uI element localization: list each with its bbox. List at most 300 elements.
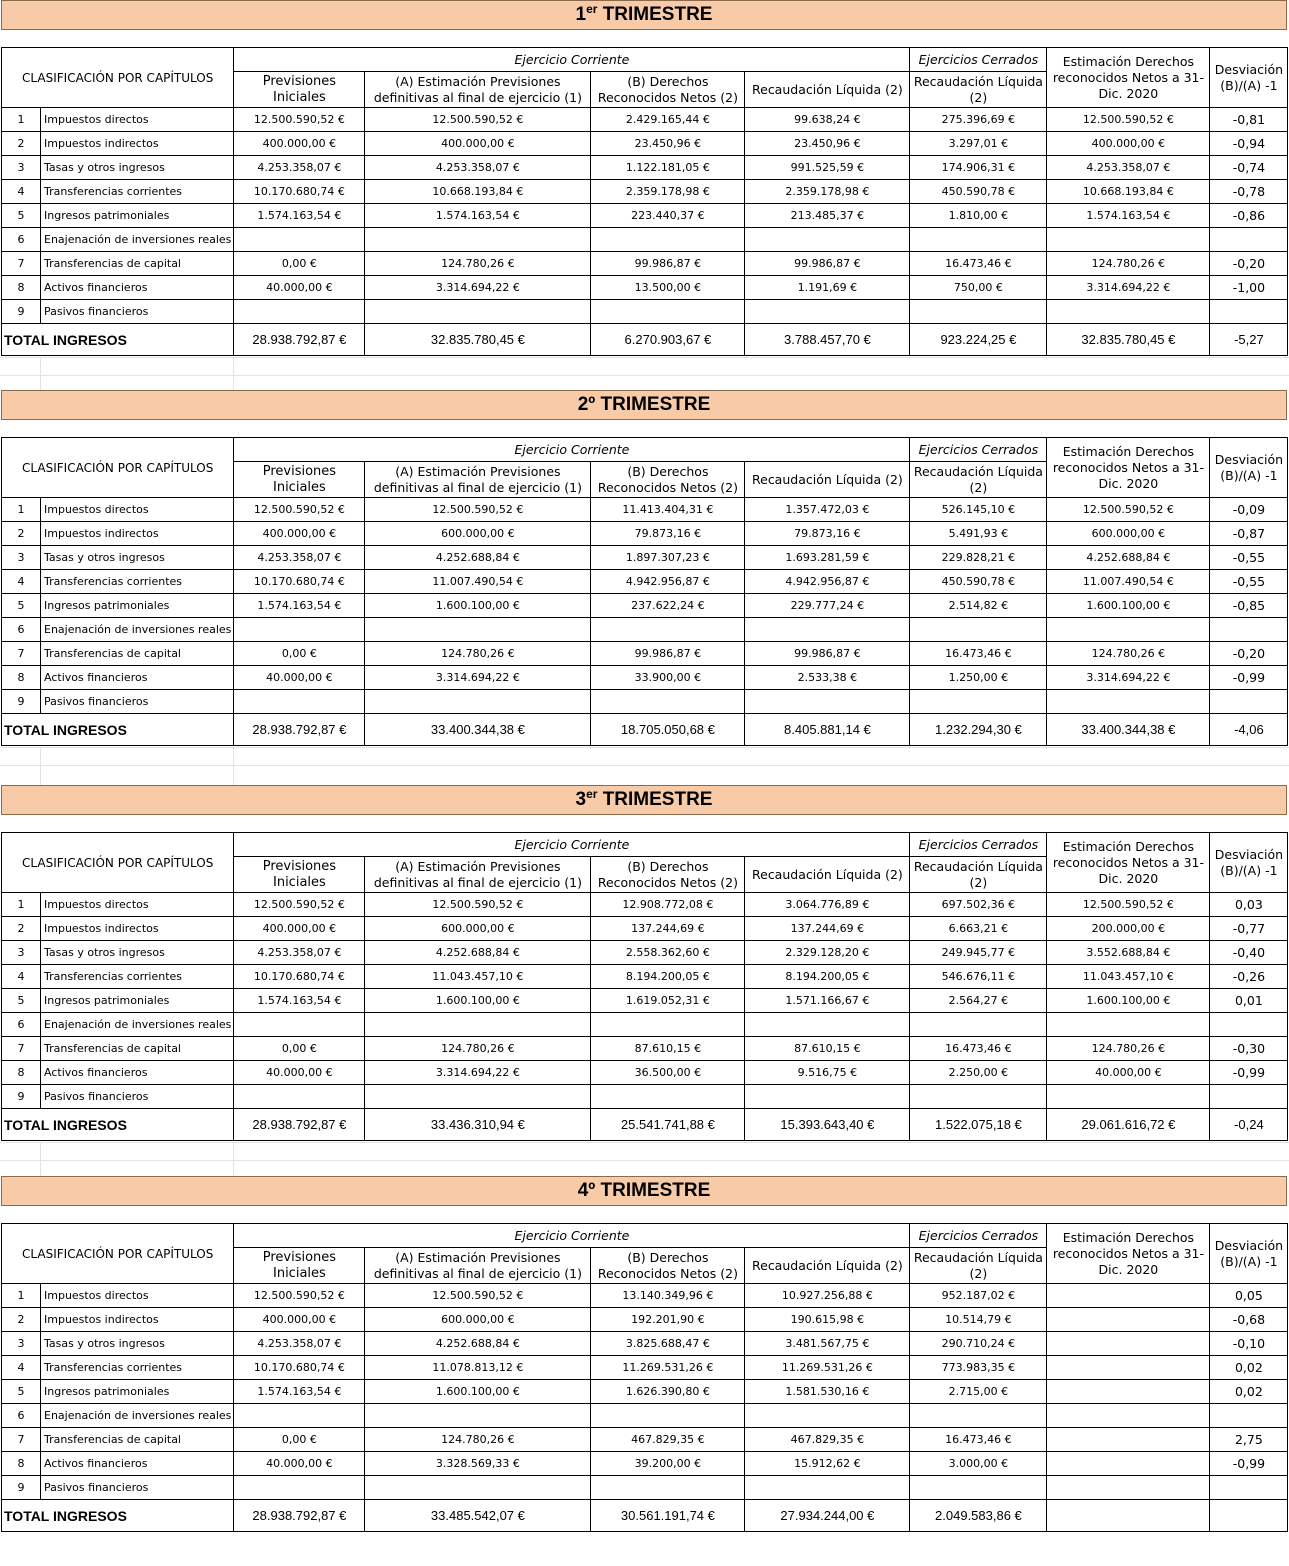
estimacion-previsiones: 600.000,00 € [365,1308,591,1332]
desviacion: -0,74 [1210,156,1288,180]
estimacion-derechos: 400.000,00 € [1047,132,1210,156]
chapter-name: Enajenación de inversiones reales [41,618,234,642]
header-derechos: (B) Derechos Reconocidos Netos (2) [591,462,745,498]
recaudacion-cerrados: 750,00 € [910,276,1047,300]
table-row [2,228,1288,252]
desviacion: -0,09 [1210,498,1288,522]
recaudacion-liquida: 213.485,37 € [745,204,910,228]
estimacion-previsiones: 12.500.590,52 € [365,1284,591,1308]
quarter-title-text: TRIMESTRE [597,789,713,810]
total-recaudacion-liquida: 27.934.244,00 € [745,1500,910,1532]
desviacion: -0,87 [1210,522,1288,546]
derechos-reconocidos [591,1404,745,1428]
total-derechos-reconocidos: 18.705.050,68 € [591,714,745,746]
table-row [2,204,1288,228]
quarter-section-1 [0,0,1289,390]
recaudacion-cerrados: 16.473,46 € [910,1037,1047,1061]
previsiones-iniciales: 400.000,00 € [234,917,365,941]
total-estimacion-derechos: 33.400.344,38 € [1047,714,1210,746]
derechos-reconocidos: 3.825.688,47 € [591,1332,745,1356]
header-ejercicios-cerrados: Ejercicios Cerrados [910,48,1047,72]
derechos-reconocidos: 137.244,69 € [591,917,745,941]
chapter-name: Transferencias corrientes [41,570,234,594]
previsiones-iniciales [234,618,365,642]
recaudacion-liquida [745,1085,910,1109]
desviacion: -0,55 [1210,546,1288,570]
estimacion-previsiones: 400.000,00 € [365,132,591,156]
header-recaudacion-cerrados: Recaudación Líquida (2) [910,857,1047,893]
quarter-suffix: er [586,787,598,801]
recaudacion-cerrados: 3.000,00 € [910,1452,1047,1476]
table-row [2,570,1288,594]
previsiones-iniciales: 12.500.590,52 € [234,498,365,522]
table-row [2,1037,1288,1061]
header-ejercicios-cerrados: Ejercicios Cerrados [910,1224,1047,1248]
derechos-reconocidos [591,1013,745,1037]
estimacion-previsiones [365,1404,591,1428]
derechos-reconocidos: 87.610,15 € [591,1037,745,1061]
derechos-reconocidos: 2.429.165,44 € [591,108,745,132]
recaudacion-cerrados: 952.187,02 € [910,1284,1047,1308]
chapter-number: 9 [2,690,41,714]
total-estimacion-derechos [1047,1500,1210,1532]
derechos-reconocidos: 13.140.349,96 € [591,1284,745,1308]
table-row [2,498,1288,522]
total-derechos-reconocidos: 6.270.903,67 € [591,324,745,356]
previsiones-iniciales: 4.253.358,07 € [234,546,365,570]
recaudacion-cerrados: 450.590,78 € [910,570,1047,594]
table-row [2,690,1288,714]
chapter-number: 4 [2,1356,41,1380]
desviacion: 2,75 [1210,1428,1288,1452]
estimacion-derechos: 124.780,26 € [1047,252,1210,276]
recaudacion-liquida: 137.244,69 € [745,917,910,941]
header-ejercicios-cerrados: Ejercicios Cerrados [910,438,1047,462]
recaudacion-cerrados: 1.250,00 € [910,666,1047,690]
previsiones-iniciales: 40.000,00 € [234,1452,365,1476]
table-row [2,941,1288,965]
recaudacion-liquida: 15.912,62 € [745,1452,910,1476]
total-estimacion-derechos: 29.061.616,72 € [1047,1109,1210,1141]
desviacion: 0,05 [1210,1284,1288,1308]
desviacion: -0,86 [1210,204,1288,228]
header-previsiones: Previsiones Iniciales [234,462,365,498]
total-estimacion-previsiones: 33.485.542,07 € [365,1500,591,1532]
estimacion-previsiones: 11.078.813,12 € [365,1356,591,1380]
chapter-name: Impuestos directos [41,893,234,917]
chapter-number: 8 [2,1061,41,1085]
chapter-number: 3 [2,941,41,965]
chapter-name: Impuestos indirectos [41,1308,234,1332]
estimacion-previsiones [365,618,591,642]
header-ejercicio-corriente: Ejercicio Corriente [234,1224,910,1248]
table-row [2,108,1288,132]
header-recaudacion-cerrados: Recaudación Líquida (2) [910,1248,1047,1284]
income-table [1,47,1288,356]
total-estimacion-derechos: 32.835.780,45 € [1047,324,1210,356]
total-label: TOTAL INGRESOS [2,324,234,356]
estimacion-derechos: 1.600.100,00 € [1047,989,1210,1013]
total-row [2,714,1288,746]
previsiones-iniciales: 10.170.680,74 € [234,180,365,204]
chapter-name: Enajenación de inversiones reales [41,1404,234,1428]
recaudacion-cerrados [910,690,1047,714]
estimacion-derechos: 40.000,00 € [1047,1061,1210,1085]
estimacion-previsiones: 12.500.590,52 € [365,108,591,132]
desviacion: -0,26 [1210,965,1288,989]
chapter-number: 5 [2,204,41,228]
chapter-name: Transferencias corrientes [41,1356,234,1380]
recaudacion-liquida: 3.481.567,75 € [745,1332,910,1356]
total-desviacion: -0,24 [1210,1109,1288,1141]
table-row [2,300,1288,324]
chapter-name: Ingresos patrimoniales [41,204,234,228]
recaudacion-cerrados: 697.502,36 € [910,893,1047,917]
table-row [2,1404,1288,1428]
table-row [2,642,1288,666]
previsiones-iniciales: 400.000,00 € [234,1308,365,1332]
header-estimacion: Estimación Derechos reconocidos Netos a 31-Dic. 2020 [1047,833,1210,893]
quarter-number: 3 [575,789,587,810]
quarter-section-2 [0,390,1289,780]
estimacion-previsiones [365,1085,591,1109]
desviacion: -0,40 [1210,941,1288,965]
previsiones-iniciales: 10.170.680,74 € [234,965,365,989]
estimacion-derechos: 10.668.193,84 € [1047,180,1210,204]
spacer-rows [0,747,1289,785]
desviacion: -0,68 [1210,1308,1288,1332]
chapter-name: Pasivos financieros [41,1085,234,1109]
recaudacion-cerrados: 2.564,27 € [910,989,1047,1013]
desviacion: -0,20 [1210,252,1288,276]
header-previsiones: Previsiones Iniciales [234,1248,365,1284]
header-recaudacion: Recaudación Líquida (2) [745,1248,910,1284]
estimacion-derechos [1047,1452,1210,1476]
estimacion-derechos [1047,618,1210,642]
quarter-number: 1 [575,4,587,25]
recaudacion-liquida [745,300,910,324]
total-derechos-reconocidos: 30.561.191,74 € [591,1500,745,1532]
chapter-name: Activos financieros [41,276,234,300]
previsiones-iniciales: 10.170.680,74 € [234,570,365,594]
estimacion-derechos: 200.000,00 € [1047,917,1210,941]
table-row [2,1284,1288,1308]
quarter-section-4 [0,1176,1289,1566]
recaudacion-liquida [745,1476,910,1500]
total-estimacion-previsiones: 32.835.780,45 € [365,324,591,356]
recaudacion-cerrados: 5.491,93 € [910,522,1047,546]
chapter-number: 6 [2,1404,41,1428]
recaudacion-cerrados: 526.145,10 € [910,498,1047,522]
header-ejercicios-cerrados: Ejercicios Cerrados [910,833,1047,857]
derechos-reconocidos [591,690,745,714]
desviacion: -1,00 [1210,276,1288,300]
derechos-reconocidos: 39.200,00 € [591,1452,745,1476]
estimacion-derechos: 3.314.694,22 € [1047,666,1210,690]
quarter-suffix: er [586,2,598,16]
derechos-reconocidos [591,300,745,324]
derechos-reconocidos: 11.413.404,31 € [591,498,745,522]
total-previsiones-iniciales: 28.938.792,87 € [234,1109,365,1141]
quarter-title [1,0,1287,30]
desviacion [1210,690,1288,714]
header-derechos: (B) Derechos Reconocidos Netos (2) [591,1248,745,1284]
desviacion: 0,02 [1210,1380,1288,1404]
previsiones-iniciales: 10.170.680,74 € [234,1356,365,1380]
desviacion [1210,228,1288,252]
estimacion-previsiones: 4.252.688,84 € [365,1332,591,1356]
table-row [2,180,1288,204]
recaudacion-liquida: 229.777,24 € [745,594,910,618]
estimacion-previsiones: 3.328.569,33 € [365,1452,591,1476]
chapter-number: 1 [2,498,41,522]
desviacion: -0,85 [1210,594,1288,618]
quarter-title [1,390,1287,420]
recaudacion-cerrados [910,1085,1047,1109]
desviacion: -0,78 [1210,180,1288,204]
estimacion-derechos: 11.043.457,10 € [1047,965,1210,989]
spacer-rows [0,357,1289,390]
derechos-reconocidos: 237.622,24 € [591,594,745,618]
table-row [2,1428,1288,1452]
desviacion: 0,03 [1210,893,1288,917]
total-label: TOTAL INGRESOS [2,714,234,746]
table-row [2,1356,1288,1380]
chapter-number: 4 [2,965,41,989]
header-estimacion: Estimación Derechos reconocidos Netos a 31-Dic. 2020 [1047,438,1210,498]
table-row [2,989,1288,1013]
recaudacion-liquida: 99.986,87 € [745,252,910,276]
total-row [2,1500,1288,1532]
total-recaudacion-liquida: 3.788.457,70 € [745,324,910,356]
estimacion-previsiones: 124.780,26 € [365,642,591,666]
total-previsiones-iniciales: 28.938.792,87 € [234,1500,365,1532]
derechos-reconocidos: 2.359.178,98 € [591,180,745,204]
spacer-rows [0,1142,1289,1176]
desviacion: -0,20 [1210,642,1288,666]
previsiones-iniciales: 12.500.590,52 € [234,1284,365,1308]
recaudacion-liquida: 9.516,75 € [745,1061,910,1085]
derechos-reconocidos: 1.897.307,23 € [591,546,745,570]
chapter-number: 9 [2,1476,41,1500]
derechos-reconocidos: 33.900,00 € [591,666,745,690]
estimacion-derechos: 4.252.688,84 € [1047,546,1210,570]
recaudacion-cerrados [910,228,1047,252]
desviacion: -0,81 [1210,108,1288,132]
total-estimacion-previsiones: 33.400.344,38 € [365,714,591,746]
recaudacion-cerrados: 773.983,35 € [910,1356,1047,1380]
derechos-reconocidos: 1.619.052,31 € [591,989,745,1013]
table-row [2,1380,1288,1404]
desviacion: -0,30 [1210,1037,1288,1061]
derechos-reconocidos: 36.500,00 € [591,1061,745,1085]
recaudacion-cerrados [910,300,1047,324]
estimacion-derechos: 1.600.100,00 € [1047,594,1210,618]
recaudacion-liquida: 1.357.472,03 € [745,498,910,522]
recaudacion-cerrados: 2.715,00 € [910,1380,1047,1404]
chapter-name: Transferencias de capital [41,1428,234,1452]
recaudacion-liquida: 1.581.530,16 € [745,1380,910,1404]
recaudacion-liquida: 11.269.531,26 € [745,1356,910,1380]
recaudacion-cerrados: 16.473,46 € [910,252,1047,276]
estimacion-derechos: 124.780,26 € [1047,1037,1210,1061]
header-previsiones: Previsiones Iniciales [234,857,365,893]
estimacion-previsiones: 124.780,26 € [365,252,591,276]
table-row [2,1332,1288,1356]
chapter-number: 6 [2,1013,41,1037]
derechos-reconocidos [591,1085,745,1109]
estimacion-previsiones: 1.600.100,00 € [365,594,591,618]
total-recaudacion-cerrados: 2.049.583,86 € [910,1500,1047,1532]
previsiones-iniciales: 400.000,00 € [234,522,365,546]
recaudacion-liquida: 2.533,38 € [745,666,910,690]
previsiones-iniciales: 400.000,00 € [234,132,365,156]
derechos-reconocidos [591,228,745,252]
header-derechos: (B) Derechos Reconocidos Netos (2) [591,857,745,893]
recaudacion-liquida: 10.927.256,88 € [745,1284,910,1308]
desviacion [1210,1085,1288,1109]
header-recaudacion: Recaudación Líquida (2) [745,462,910,498]
quarter-title-text: º TRIMESTRE [588,394,711,415]
income-table [1,832,1288,1141]
chapter-name: Pasivos financieros [41,690,234,714]
quarter-title-text: º TRIMESTRE [588,1180,711,1201]
derechos-reconocidos: 11.269.531,26 € [591,1356,745,1380]
recaudacion-liquida: 2.359.178,98 € [745,180,910,204]
estimacion-derechos: 12.500.590,52 € [1047,498,1210,522]
estimacion-derechos [1047,1308,1210,1332]
desviacion [1210,1404,1288,1428]
table-row [2,156,1288,180]
derechos-reconocidos: 13.500,00 € [591,276,745,300]
table-row [2,893,1288,917]
chapter-name: Enajenación de inversiones reales [41,228,234,252]
derechos-reconocidos: 12.908.772,08 € [591,893,745,917]
estimacion-derechos [1047,1476,1210,1500]
estimacion-previsiones: 1.600.100,00 € [365,1380,591,1404]
desviacion [1210,1476,1288,1500]
recaudacion-cerrados [910,618,1047,642]
desviacion [1210,618,1288,642]
recaudacion-cerrados: 174.906,31 € [910,156,1047,180]
quarter-title-text: TRIMESTRE [597,4,713,25]
derechos-reconocidos: 223.440,37 € [591,204,745,228]
table-row [2,594,1288,618]
quarter-number: 2 [577,394,589,415]
previsiones-iniciales: 40.000,00 € [234,1061,365,1085]
total-desviacion: -4,06 [1210,714,1288,746]
estimacion-previsiones: 3.314.694,22 € [365,666,591,690]
chapter-name: Activos financieros [41,1061,234,1085]
desviacion [1210,300,1288,324]
derechos-reconocidos: 4.942.956,87 € [591,570,745,594]
estimacion-derechos [1047,300,1210,324]
estimacion-previsiones: 124.780,26 € [365,1037,591,1061]
table-row [2,252,1288,276]
chapter-name: Pasivos financieros [41,1476,234,1500]
chapter-name: Impuestos directos [41,108,234,132]
header-desviacion: Desviación (B)/(A) -1 [1210,833,1288,893]
chapter-number: 7 [2,252,41,276]
previsiones-iniciales [234,690,365,714]
estimacion-derechos: 12.500.590,52 € [1047,108,1210,132]
estimacion-derechos: 3.552.688,84 € [1047,941,1210,965]
derechos-reconocidos: 1.122.181,05 € [591,156,745,180]
recaudacion-cerrados: 10.514,79 € [910,1308,1047,1332]
desviacion: 0,01 [1210,989,1288,1013]
estimacion-derechos: 1.574.163,54 € [1047,204,1210,228]
previsiones-iniciales: 12.500.590,52 € [234,108,365,132]
chapter-name: Impuestos indirectos [41,522,234,546]
chapter-number: 2 [2,1308,41,1332]
chapter-number: 9 [2,300,41,324]
table-row [2,132,1288,156]
table-row [2,276,1288,300]
recaudacion-liquida: 1.693.281,59 € [745,546,910,570]
previsiones-iniciales: 1.574.163,54 € [234,989,365,1013]
recaudacion-liquida: 8.194.200,05 € [745,965,910,989]
recaudacion-liquida [745,228,910,252]
chapter-number: 7 [2,1428,41,1452]
chapter-name: Transferencias de capital [41,642,234,666]
total-row [2,1109,1288,1141]
header-ejercicio-corriente: Ejercicio Corriente [234,833,910,857]
estimacion-derechos [1047,1404,1210,1428]
desviacion: -0,99 [1210,1452,1288,1476]
recaudacion-cerrados [910,1404,1047,1428]
estimacion-previsiones: 1.574.163,54 € [365,204,591,228]
previsiones-iniciales: 1.574.163,54 € [234,594,365,618]
total-recaudacion-cerrados: 923.224,25 € [910,324,1047,356]
desviacion: -0,10 [1210,1332,1288,1356]
recaudacion-liquida: 2.329.128,20 € [745,941,910,965]
recaudacion-liquida: 99.986,87 € [745,642,910,666]
previsiones-iniciales: 40.000,00 € [234,276,365,300]
header-estimacion: Estimación Derechos reconocidos Netos a 31-Dic. 2020 [1047,1224,1210,1284]
header-desviacion: Desviación (B)/(A) -1 [1210,1224,1288,1284]
chapter-number: 8 [2,1452,41,1476]
total-label: TOTAL INGRESOS [2,1109,234,1141]
table-row [2,1013,1288,1037]
header-recaudacion: Recaudación Líquida (2) [745,857,910,893]
total-estimacion-previsiones: 33.436.310,94 € [365,1109,591,1141]
header-estimacion: Estimación Derechos reconocidos Netos a 31-Dic. 2020 [1047,48,1210,108]
estimacion-derechos [1047,690,1210,714]
chapter-number: 4 [2,570,41,594]
chapter-number: 6 [2,228,41,252]
chapter-name: Ingresos patrimoniales [41,989,234,1013]
chapter-name: Ingresos patrimoniales [41,1380,234,1404]
previsiones-iniciales: 0,00 € [234,252,365,276]
previsiones-iniciales: 1.574.163,54 € [234,204,365,228]
previsiones-iniciales [234,1013,365,1037]
recaudacion-cerrados: 229.828,21 € [910,546,1047,570]
estimacion-derechos: 600.000,00 € [1047,522,1210,546]
recaudacion-liquida: 87.610,15 € [745,1037,910,1061]
chapter-name: Transferencias corrientes [41,180,234,204]
recaudacion-cerrados: 275.396,69 € [910,108,1047,132]
estimacion-previsiones: 4.253.358,07 € [365,156,591,180]
derechos-reconocidos: 99.986,87 € [591,642,745,666]
recaudacion-cerrados: 3.297,01 € [910,132,1047,156]
header-previsiones: Previsiones Iniciales [234,72,365,108]
chapter-name: Transferencias corrientes [41,965,234,989]
derechos-reconocidos: 2.558.362,60 € [591,941,745,965]
header-estimacion-previsiones: (A) Estimación Previsiones definitivas al final de ejercicio (1) [365,857,591,893]
recaudacion-cerrados [910,1013,1047,1037]
recaudacion-liquida [745,1013,910,1037]
table-row [2,1476,1288,1500]
